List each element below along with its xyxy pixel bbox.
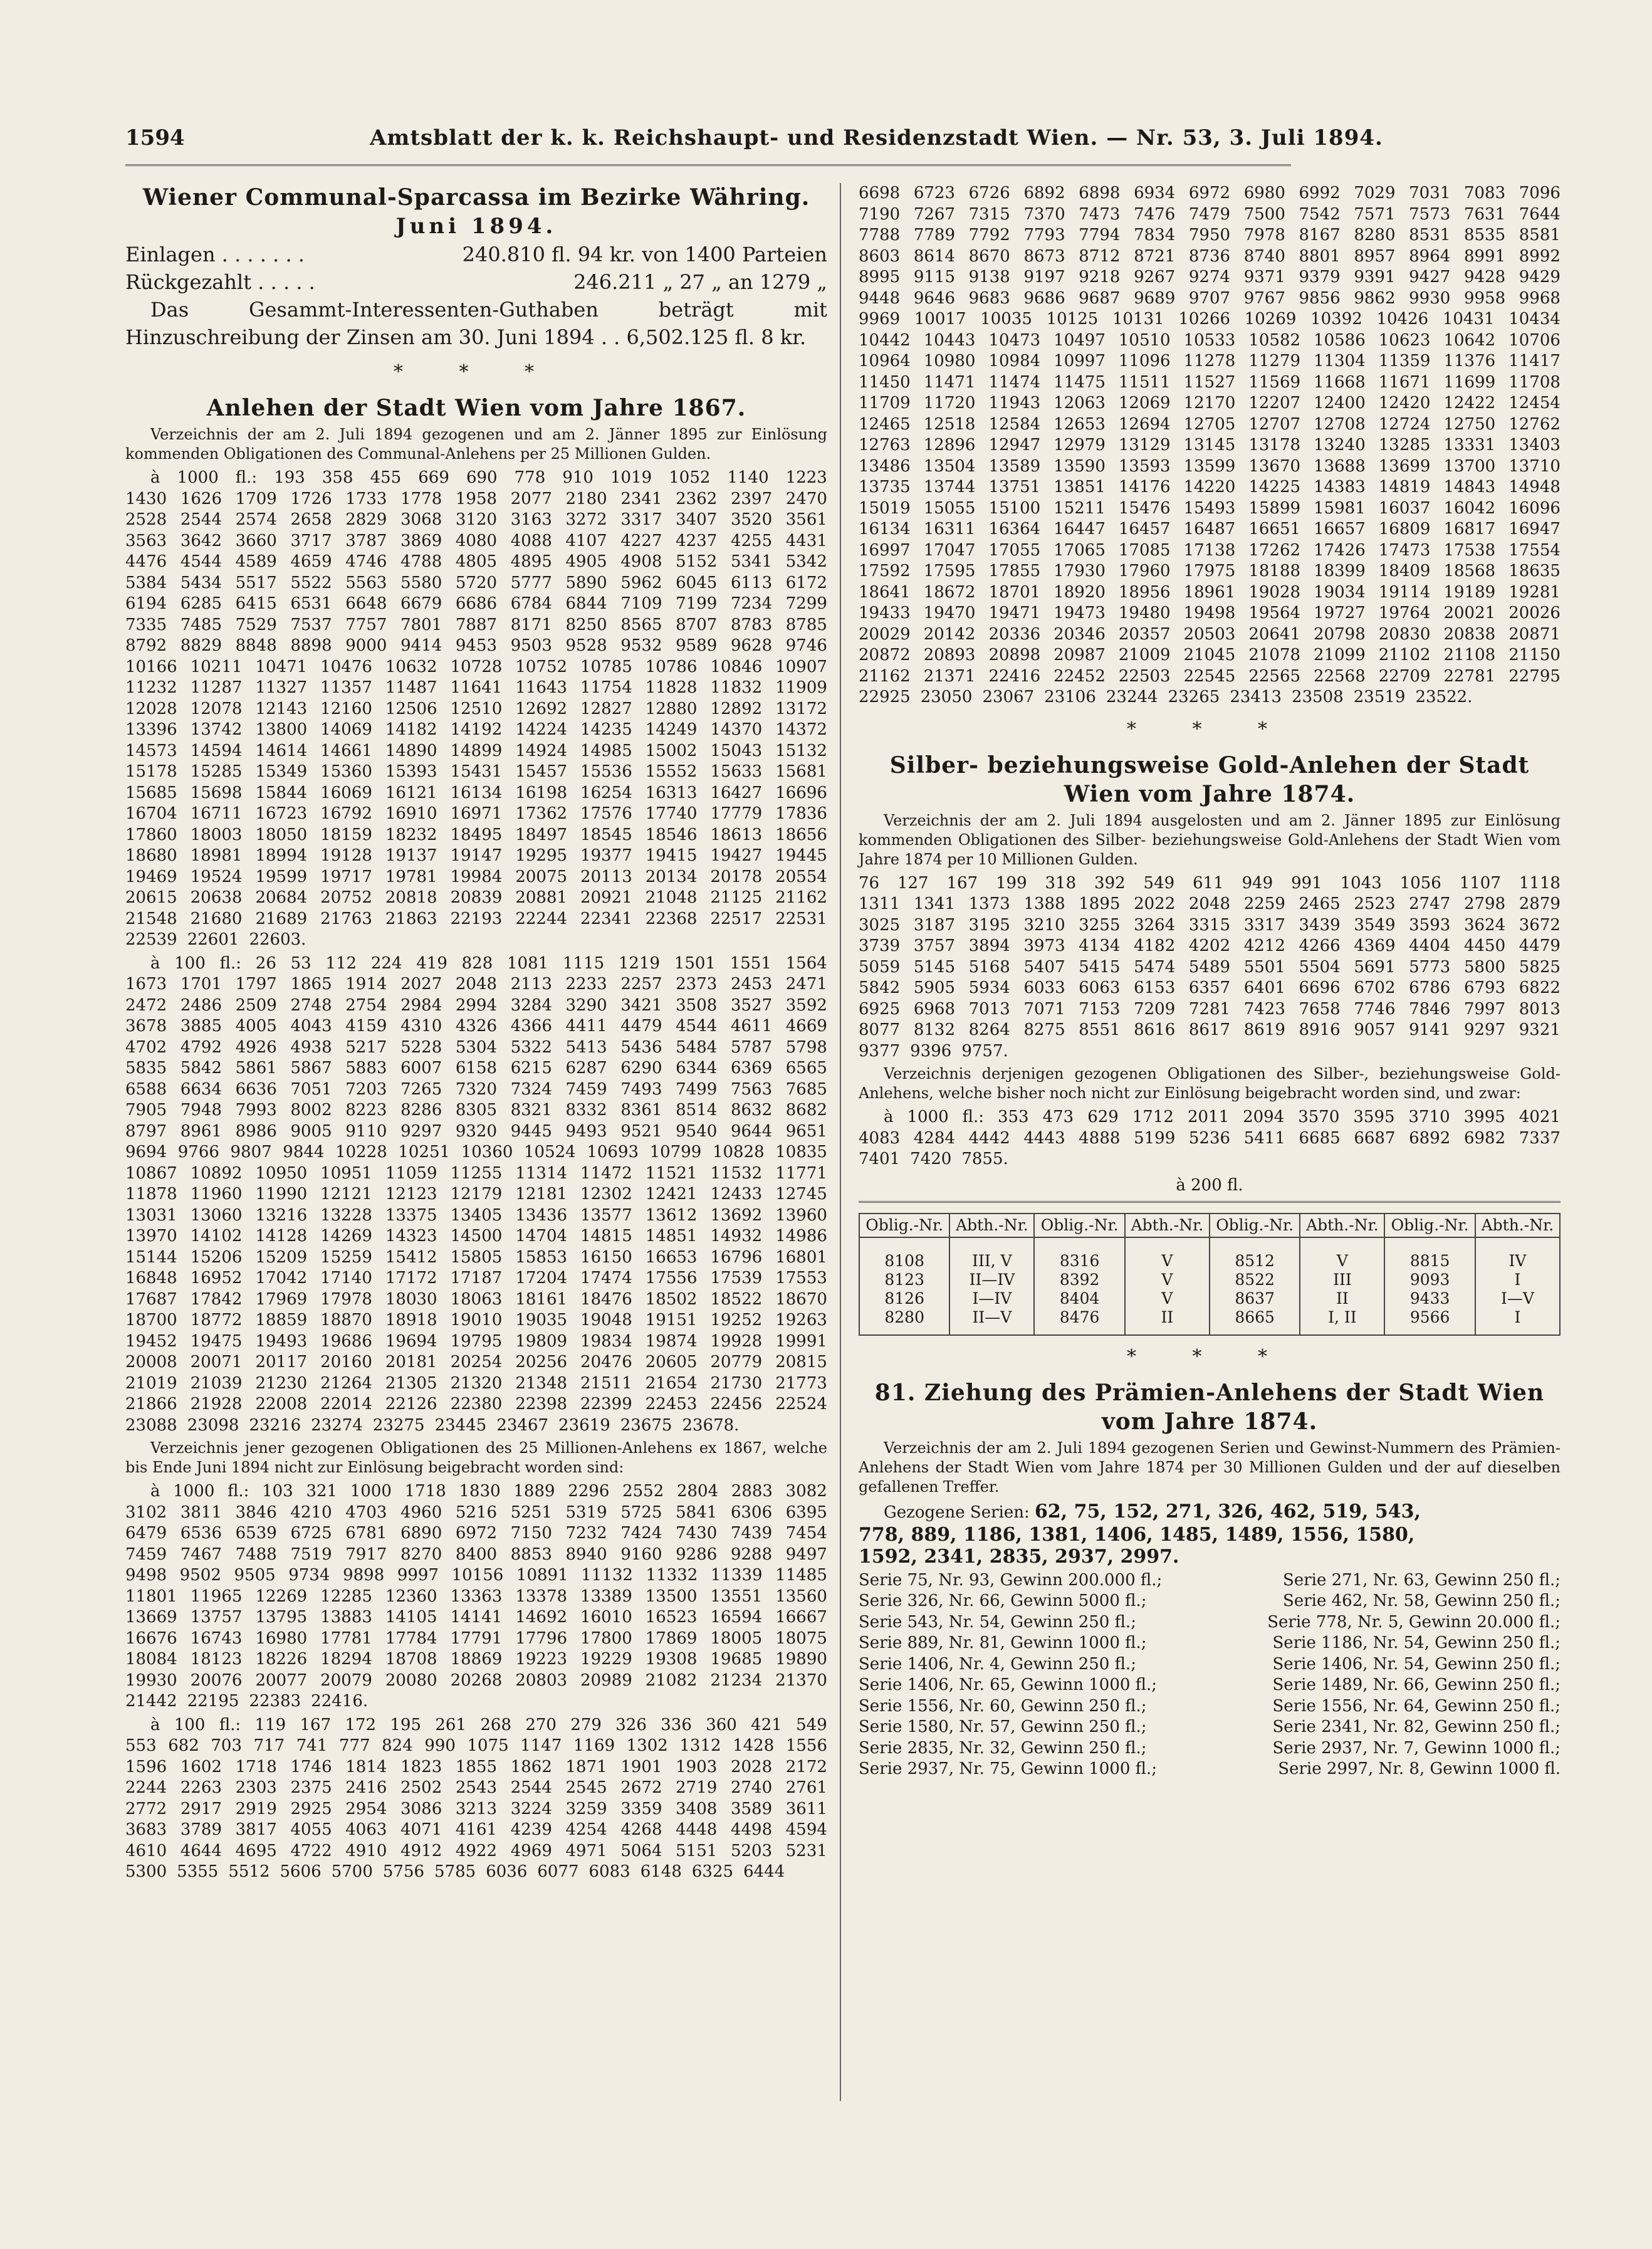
silber-unredeemed-1000 xyxy=(859,1107,1561,1170)
number-line: 19930 20076 20077 20079 20080 20268 20803 20989 21082 21234 21370 xyxy=(125,1670,827,1690)
number-line: à 1000 fl.: 193 358 455 669 690 778 910 1019 1052 1140 1223 xyxy=(150,468,827,487)
number-line: 5835 5842 5861 5867 5883 6007 6158 6215 6287 6290 6344 6369 6565 xyxy=(125,1059,827,1077)
table-header-cell: Oblig.-Nr. xyxy=(859,1214,949,1237)
number-line: 7905 7948 7993 8002 8223 8286 8305 8321 8332 8361 8514 8632 8682 xyxy=(125,1101,827,1119)
gewinn-line xyxy=(859,1696,1561,1717)
row-value: 246.211 „ 27 „ an 1279 „ xyxy=(573,270,827,294)
table-cell: 9433 xyxy=(1384,1289,1475,1308)
number-line: 2772 2917 2919 2925 2954 3086 3213 3224 3259 3359 3408 3589 3611 xyxy=(125,1799,827,1818)
number-line: 7788 7789 7792 7793 7794 7834 7950 7978 8167 8280 8531 8535 8581 xyxy=(859,226,1561,244)
silber-table-wrap xyxy=(859,1201,1561,1336)
serien-label: Gezogene Serien: xyxy=(884,1503,1030,1522)
gewinn-line xyxy=(859,1759,1561,1780)
number-line: 5059 5145 5168 5407 5415 5474 5489 5501 5504 5691 5773 5800 5825 xyxy=(859,957,1561,977)
table-cell: III, V xyxy=(949,1237,1034,1271)
gewinn-entry: Serie 778, Nr. 5, Gewinn 20.000 fl.; xyxy=(1267,1612,1561,1632)
section-separator: * * * xyxy=(393,361,560,383)
table-row xyxy=(859,1237,1560,1271)
number-line: 7335 7485 7529 7537 7757 7801 7887 8171 8250 8565 8707 8783 8785 xyxy=(125,615,827,634)
sparcassa-note: Das Gesammt-Interessenten-Guthaben beträgt mit Hinzuschreibung der Zinsen am 30. Juni 1894 . . 6,502.125 fl. 8 kr. xyxy=(125,298,827,349)
number-line: 11878 11960 11990 12121 12123 12179 12181 12302 12421 12433 12745 xyxy=(125,1185,827,1203)
number-line: 20029 20142 20336 20346 20357 20503 20641 20798 20830 20838 20871 xyxy=(859,624,1561,644)
section-separator: * * * xyxy=(1126,718,1293,740)
column-divider xyxy=(840,183,841,2101)
number-line: 7190 7267 7315 7370 7473 7476 7479 7500 7542 7571 7573 7631 7644 xyxy=(859,204,1561,224)
number-line: 2244 2263 2303 2375 2416 2502 2543 2544 2545 2672 2719 2740 2761 xyxy=(125,1778,827,1797)
number-line: 16848 16952 17042 17140 17172 17187 17204 17474 17556 17539 17553 xyxy=(125,1269,827,1287)
gewinn-entry: Serie 2937, Nr. 75, Gewinn 1000 fl.; xyxy=(859,1759,1158,1778)
anlehen-1867-intro-unredeemed: Verzeichnis jener gezogenen Obligationen des 25 Millionen-Anlehens ex 1867, welche bis Ende Juni 1894 nicht zur Einlösung beigebracht worden sind: xyxy=(125,1439,827,1476)
number-line: 21442 22195 22383 22416. xyxy=(125,1692,369,1711)
number-line: 14573 14594 14614 14661 14890 14899 14924 14985 15002 15043 15132 xyxy=(125,741,827,760)
left-column xyxy=(125,183,827,1883)
gewinn-entry: Serie 1406, Nr. 4, Gewinn 250 fl.; xyxy=(859,1654,1136,1674)
number-line: 10166 10211 10471 10476 10632 10728 10752 10785 10786 10846 10907 xyxy=(125,657,827,676)
table-cell: V xyxy=(1125,1237,1210,1271)
anlehen-1867-intro: Verzeichnis der am 2. Juli 1894 gezogenen und am 2. Jänner 1895 zur Einlösung kommenden Obligationen des Communal-Anlehens per 25 Millionen Gulden. xyxy=(125,426,827,463)
table-header-row xyxy=(859,1214,1560,1237)
table-cell: 8280 xyxy=(859,1308,949,1335)
table-cell: 8522 xyxy=(1210,1271,1300,1289)
number-line: 10442 10443 10473 10497 10510 10533 10582 10586 10623 10642 10706 xyxy=(859,330,1561,350)
number-line: 3563 3642 3660 3717 3787 3869 4080 4088 4107 4227 4237 4255 4431 xyxy=(125,531,827,550)
number-line: 13735 13744 13751 13851 14176 14220 14225 14383 14819 14843 14948 xyxy=(859,478,1561,496)
table-header-cell: Abth.-Nr. xyxy=(1475,1214,1560,1237)
page-number: 1594 xyxy=(125,125,185,150)
sparcassa-title: Wiener Communal-Sparcassa im Bezirke Währing. xyxy=(142,184,810,211)
gewinn-line xyxy=(859,1675,1561,1696)
table-cell: 8476 xyxy=(1034,1308,1124,1335)
table-cell: 8108 xyxy=(859,1237,949,1271)
number-line: 8077 8132 8264 8275 8551 8616 8617 8619 8916 9057 9141 9297 9321 xyxy=(859,1020,1561,1039)
number-line: 5384 5434 5517 5522 5563 5580 5720 5777 5890 5962 6045 6113 6172 xyxy=(125,573,827,592)
serien-line: 62, 75, 152, 271, 326, 462, 519, 543, xyxy=(1035,1501,1421,1523)
number-line: 9694 9766 9807 9844 10228 10251 10360 10524 10693 10799 10828 10835 xyxy=(125,1143,827,1161)
number-line: 20872 20893 20898 20987 21009 21045 21078 21099 21102 21108 21150 xyxy=(859,646,1561,664)
number-line: 4083 4284 4442 4443 4888 5199 5236 5411 6685 6687 6892 6982 7337 xyxy=(859,1128,1561,1148)
number-line: 21866 21928 22008 22014 22126 22380 22398 22399 22453 22456 22524 xyxy=(125,1395,827,1413)
number-line: 10867 10892 10950 10951 11059 11255 11314 11472 11521 11532 11771 xyxy=(125,1163,827,1183)
table-header-cell: Oblig.-Nr. xyxy=(1210,1214,1300,1237)
number-line: 18084 18123 18226 18294 18708 18869 19223 19229 19308 19685 19890 xyxy=(125,1650,827,1669)
table-cell: II—IV xyxy=(949,1271,1034,1289)
gewinn-entry: Serie 543, Nr. 54, Gewinn 250 fl.; xyxy=(859,1612,1136,1632)
serien-line: 1592, 2341, 2835, 2937, 2997. xyxy=(859,1545,1179,1568)
silber-anlehen-intro: Verzeichnis der am 2. Juli 1894 ausgelosten und am 2. Jänner 1895 zur Einlösung kommenden Obligationen des Silber- beziehungsweise Gold-Anlehens der Stadt Wien vom Jahre 1874 per 10 Millionen Gulden. xyxy=(859,811,1561,868)
number-line: 5300 5355 5512 5606 5700 5756 5785 6036 6077 6083 6148 6325 6444 xyxy=(125,1862,785,1881)
table-cell: I—IV xyxy=(949,1289,1034,1308)
number-line: à 100 fl.: 26 53 112 224 419 828 1081 1115 1219 1501 1551 1564 xyxy=(150,953,827,973)
table-header-cell: Abth.-Nr. xyxy=(1300,1214,1384,1237)
header-divider xyxy=(125,164,1291,166)
table-cell: I, II xyxy=(1300,1308,1384,1335)
gewinn-entry: Serie 462, Nr. 58, Gewinn 250 fl.; xyxy=(1283,1591,1561,1610)
table-cell: II—V xyxy=(949,1308,1034,1335)
table-header-cell: Oblig.-Nr. xyxy=(1384,1214,1475,1237)
number-line: 553 682 703 717 741 777 824 990 1075 1147 1169 1302 1312 1428 1556 xyxy=(125,1736,827,1755)
number-line: 17687 17842 17969 17978 18030 18063 18161 18476 18502 18522 18670 xyxy=(125,1289,827,1309)
gewinn-line xyxy=(859,1570,1561,1591)
number-line: 1596 1602 1718 1746 1814 1823 1855 1862 1871 1901 1903 2028 2172 xyxy=(125,1757,827,1776)
number-line: 12465 12518 12584 12653 12694 12705 12707 12708 12724 12750 12762 xyxy=(859,414,1561,434)
gewinn-line xyxy=(859,1612,1561,1633)
number-line: 10964 10980 10984 10997 11096 11278 11279 11304 11359 11376 11417 xyxy=(859,352,1561,370)
number-line: 6588 6634 6636 7051 7203 7265 7320 7324 7459 7493 7499 7563 7685 xyxy=(125,1079,827,1099)
number-line: 4476 4544 4589 4659 4746 4788 4805 4895 4905 4908 5152 5341 5342 xyxy=(125,552,827,571)
number-line: 15178 15285 15349 15360 15393 15431 15457 15536 15552 15633 15681 xyxy=(125,762,827,781)
table-cell: I xyxy=(1475,1308,1560,1335)
gewinn-entry: Serie 326, Nr. 66, Gewinn 5000 fl.; xyxy=(859,1591,1147,1610)
number-line: 18680 18981 18994 19128 19137 19147 19295 19377 19415 19427 19445 xyxy=(125,846,827,865)
number-line: 3678 3885 4005 4043 4159 4310 4326 4366 4411 4479 4544 4611 4669 xyxy=(125,1017,827,1035)
table-cell: 9093 xyxy=(1384,1271,1475,1289)
gewinn-entry: Serie 271, Nr. 63, Gewinn 250 fl.; xyxy=(1283,1570,1561,1590)
table-cell: 8512 xyxy=(1210,1237,1300,1271)
table-cell: III xyxy=(1300,1271,1384,1289)
table-header-cell: Abth.-Nr. xyxy=(949,1214,1034,1237)
number-line: 17592 17595 17855 17930 17960 17975 18188 18399 18409 18568 18635 xyxy=(859,562,1561,580)
number-line: 3102 3811 3846 4210 4703 4960 5216 5251 5319 5725 5841 6306 6395 xyxy=(125,1502,827,1522)
gewinn-entry: Serie 2835, Nr. 32, Gewinn 250 fl.; xyxy=(859,1738,1147,1758)
table-cell: 8392 xyxy=(1034,1271,1124,1289)
silber-anlehen-title: Silber- beziehungsweise Gold-Anlehen der Stadt Wien vom Jahre 1874. xyxy=(889,752,1530,807)
number-line: 20615 20638 20684 20752 20818 20839 20881 20921 21048 21125 21162 xyxy=(125,888,827,907)
number-line: 19452 19475 19493 19686 19694 19795 19809 19834 19874 19928 19991 xyxy=(125,1331,827,1351)
number-line: 19469 19524 19599 19717 19781 19984 20075 20113 20134 20178 20554 xyxy=(125,867,827,886)
numbers-block-100-continued xyxy=(859,183,1561,708)
number-line: 9969 10017 10035 10125 10131 10266 10269 10392 10426 10431 10434 xyxy=(859,310,1561,328)
number-line: 23088 23098 23216 23274 23275 23445 23467 23619 23675 23678. xyxy=(125,1415,740,1435)
number-line: 9377 9396 9757. xyxy=(859,1041,1008,1061)
numbers-block-100-unredeemed xyxy=(125,1715,827,1883)
number-line: 9448 9646 9683 9686 9687 9689 9707 9767 9856 9862 9930 9958 9968 xyxy=(859,288,1561,308)
serien-block xyxy=(859,1501,1561,1568)
number-line: 21019 21039 21230 21264 21305 21320 21348 21511 21654 21730 21773 xyxy=(125,1373,827,1393)
number-line: 4610 4644 4695 4722 4910 4912 4922 4969 4971 5064 5151 5203 5231 xyxy=(125,1841,827,1860)
gewinn-entry: Serie 2997, Nr. 8, Gewinn 1000 fl. xyxy=(1278,1759,1561,1778)
row-label: Rückgezahlt . . . . . xyxy=(125,270,315,294)
number-line: 6925 6968 7013 7071 7153 7209 7281 7423 7658 7746 7846 7997 8013 xyxy=(859,999,1561,1019)
gewinn-line xyxy=(859,1591,1561,1612)
number-line: 3739 3757 3894 3973 4134 4182 4202 4212 4266 4369 4404 4450 4479 xyxy=(859,936,1561,955)
table-header-cell: Oblig.-Nr. xyxy=(1034,1214,1124,1237)
number-line: 13970 14102 14128 14269 14323 14500 14704 14815 14851 14932 14986 xyxy=(125,1227,827,1245)
table-cell: IV xyxy=(1475,1237,1560,1271)
number-line: 13031 13060 13216 13228 13375 13405 13436 13577 13612 13692 13960 xyxy=(125,1205,827,1225)
gewinn-entry: Serie 889, Nr. 81, Gewinn 1000 fl.; xyxy=(859,1633,1147,1652)
number-line: 4702 4792 4926 4938 5217 5228 5304 5322 5413 5436 5484 5787 5798 xyxy=(125,1037,827,1057)
number-line: 12763 12896 12947 12979 13129 13145 13178 13240 13285 13331 13403 xyxy=(859,436,1561,454)
number-line: 21548 21680 21689 21763 21863 22193 22244 22341 22368 22517 22531 xyxy=(125,909,827,928)
number-line: 1430 1626 1709 1726 1733 1778 1958 2077 2180 2341 2362 2397 2470 xyxy=(125,489,827,508)
gewinn-entry: Serie 1556, Nr. 60, Gewinn 250 fl.; xyxy=(859,1696,1147,1716)
number-line: 9498 9502 9505 9734 9898 9997 10156 10891 11132 11332 11339 11485 xyxy=(125,1566,827,1585)
table-cell: I xyxy=(1475,1271,1560,1289)
numbers-block-100 xyxy=(125,953,827,1437)
number-line: 1673 1701 1797 1865 1914 2027 2048 2113 2233 2257 2373 2453 2471 xyxy=(125,975,827,993)
gewinn-entry: Serie 1489, Nr. 66, Gewinn 250 fl.; xyxy=(1272,1675,1561,1694)
number-line: 11801 11965 12269 12285 12360 13363 13378 13389 13500 13551 13560 xyxy=(125,1586,827,1606)
table-cell: 8126 xyxy=(859,1289,949,1308)
number-line: 22925 23050 23067 23106 23244 23265 23413 23508 23519 23522. xyxy=(859,688,1473,706)
number-line: 7459 7467 7488 7519 7917 8270 8400 8853 8940 9160 9286 9288 9497 xyxy=(125,1544,827,1564)
numbers-block-1000-unredeemed xyxy=(125,1481,827,1712)
number-line: 11232 11287 11327 11357 11487 11641 11643 11754 11828 11832 11909 xyxy=(125,678,827,697)
table-cell: I—V xyxy=(1475,1289,1560,1308)
number-line: 16997 17047 17055 17065 17085 17138 17262 17426 17473 17538 17554 xyxy=(859,540,1561,560)
anlehen-1867-title: Anlehen der Stadt Wien vom Jahre 1867. xyxy=(206,395,746,421)
number-line: 8797 8961 8986 9005 9110 9297 9320 9445 9493 9521 9540 9644 9651 xyxy=(125,1121,827,1141)
header-title: Amtsblatt der k. k. Reichshaupt- und Residenzstadt Wien. — Nr. 53, 3. Juli 1894. xyxy=(370,125,1383,150)
number-line: 13669 13757 13795 13883 14105 14141 14692 16010 16523 16594 16667 xyxy=(125,1608,827,1627)
gewinne-list xyxy=(859,1570,1561,1780)
gewinn-entry: Serie 2341, Nr. 82, Gewinn 250 fl.; xyxy=(1272,1717,1561,1736)
gewinn-entry: Serie 1406, Nr. 54, Gewinn 250 fl.; xyxy=(1272,1654,1561,1674)
gewinn-line xyxy=(859,1633,1561,1654)
number-line: 21162 21371 22416 22452 22503 22545 22565 22568 22709 22781 22795 xyxy=(859,666,1561,686)
number-line: 16704 16711 16723 16792 16910 16971 17362 17576 17740 17779 17836 xyxy=(125,804,827,823)
number-line: 13396 13742 13800 14069 14182 14192 14224 14235 14249 14370 14372 xyxy=(125,720,827,739)
number-line: 17860 18003 18050 18159 18232 18495 18497 18545 18546 18613 18656 xyxy=(125,825,827,844)
number-line: 6194 6285 6415 6531 6648 6679 6686 6784 6844 7109 7199 7234 7299 xyxy=(125,594,827,613)
table-cell: 8665 xyxy=(1210,1308,1300,1335)
table-cell: 8404 xyxy=(1034,1289,1124,1308)
table-cell: V xyxy=(1125,1271,1210,1289)
number-line: 11450 11471 11474 11475 11511 11527 11569 11668 11671 11699 11708 xyxy=(859,372,1561,392)
table-row xyxy=(859,1308,1560,1335)
table-cell: V xyxy=(1300,1237,1384,1271)
praemien-title: 81. Ziehung des Prämien-Anlehens der Stadt Wien vom Jahre 1874. xyxy=(874,1380,1545,1435)
gewinn-entry: Serie 75, Nr. 93, Gewinn 200.000 fl.; xyxy=(859,1570,1163,1590)
table-cell: 8815 xyxy=(1384,1237,1475,1271)
table-cell: 8123 xyxy=(859,1271,949,1289)
number-line: 16134 16311 16364 16447 16457 16487 16651 16657 16809 16817 16947 xyxy=(859,520,1561,538)
gewinn-line xyxy=(859,1717,1561,1738)
gewinn-entry: Serie 1556, Nr. 64, Gewinn 250 fl.; xyxy=(1272,1696,1561,1716)
table-row xyxy=(859,1271,1560,1289)
gewinn-entry: Serie 1580, Nr. 57, Gewinn 250 fl.; xyxy=(859,1717,1147,1736)
number-line: 16676 16743 16980 17781 17784 17791 17796 17800 17869 18005 18075 xyxy=(125,1628,827,1648)
serien-line: 778, 889, 1186, 1381, 1406, 1485, 1489, 1556, 1580, xyxy=(859,1523,1415,1546)
silber-intro-unredeemed: Verzeichnis derjenigen gezogenen Obligationen des Silber-, beziehungsweise Gold-Anlehens, welche bisher noch nicht zur Einlösung beigebracht worden sind, und zwar: xyxy=(859,1065,1561,1102)
number-line: 1311 1341 1373 1388 1895 2022 2048 2259 2465 2523 2747 2798 2879 xyxy=(859,894,1561,913)
number-line: 3683 3789 3817 4055 4063 4071 4161 4239 4254 4268 4448 4498 4594 xyxy=(125,1820,827,1839)
table-cell: 9566 xyxy=(1384,1308,1475,1335)
table-cell: II xyxy=(1300,1289,1384,1308)
silber-200-table xyxy=(859,1213,1561,1336)
number-line: 20008 20071 20117 20160 20181 20254 20256 20476 20605 20779 20815 xyxy=(125,1353,827,1371)
number-line: 18641 18672 18701 18920 18956 18961 19028 19034 19114 19189 19281 xyxy=(859,582,1561,602)
number-line: 6698 6723 6726 6892 6898 6934 6972 6980 6992 7029 7031 7083 7096 xyxy=(859,184,1561,202)
number-line: 6479 6536 6539 6725 6781 6890 6972 7150 7232 7424 7430 7439 7454 xyxy=(125,1524,827,1543)
table-cell: 8637 xyxy=(1210,1289,1300,1308)
number-line: 15685 15698 15844 16069 16121 16134 16198 16254 16313 16427 16696 xyxy=(125,783,827,802)
table-cell: II xyxy=(1125,1308,1210,1335)
number-line: 15019 15055 15100 15211 15476 15493 15899 15981 16037 16042 16096 xyxy=(859,498,1561,518)
page-header xyxy=(125,120,1383,158)
number-line: 7401 7420 7855. xyxy=(859,1150,1008,1168)
table-row xyxy=(859,1289,1560,1308)
silber-a200-label: à 200 fl. xyxy=(1176,1175,1243,1195)
number-line: 13486 13504 13589 13590 13593 13599 13670 13688 13699 13700 13710 xyxy=(859,456,1561,476)
gewinn-entry: Serie 2937, Nr. 7, Gewinn 1000 fl.; xyxy=(1272,1738,1561,1758)
gewinn-line xyxy=(859,1654,1561,1675)
number-line: 19433 19470 19471 19473 19480 19498 19564 19727 19764 20021 20026 xyxy=(859,604,1561,622)
praemien-intro: Verzeichnis der am 2. Juli 1894 gezogenen Serien und Gewinst-Nummern des Prämien-Anlehens der Stadt Wien vom Jahre 1874 per 30 Millionen Gulden und der auf dieselben gefallenen Treffer. xyxy=(859,1439,1561,1496)
table-cell: 8316 xyxy=(1034,1237,1124,1271)
gewinn-entry: Serie 1186, Nr. 54, Gewinn 250 fl.; xyxy=(1272,1633,1561,1652)
number-line: 18700 18772 18859 18870 18918 19010 19035 19048 19151 19252 19263 xyxy=(125,1311,827,1329)
sparcassa-month: Juni 1894. xyxy=(395,214,557,239)
number-line: 8603 8614 8670 8673 8712 8721 8736 8740 8801 8957 8964 8991 8992 xyxy=(859,246,1561,266)
number-line: 8995 9115 9138 9197 9218 9267 9274 9371 9379 9391 9427 9428 9429 xyxy=(859,268,1561,286)
section-separator: * * * xyxy=(1126,1346,1293,1368)
numbers-block-1000 xyxy=(125,468,827,951)
table-cell: V xyxy=(1125,1289,1210,1308)
number-line: 3025 3187 3195 3210 3255 3264 3315 3317 3439 3549 3593 3624 3672 xyxy=(859,915,1561,935)
right-column xyxy=(859,183,1561,1780)
number-line: 2528 2544 2574 2658 2829 3068 3120 3163 3272 3317 3407 3520 3561 xyxy=(125,510,827,529)
silber-numbers xyxy=(859,873,1561,1062)
row-label: Einlagen . . . . . . . xyxy=(125,243,305,266)
number-line: 11709 11720 11943 12063 12069 12170 12207 12400 12420 12422 12454 xyxy=(859,394,1561,412)
sparcassa-row-rueckgezahlt xyxy=(125,268,827,296)
number-line: 22539 22601 22603. xyxy=(125,930,306,949)
number-line: à 1000 fl.: 353 473 629 1712 2011 2094 3570 3595 3710 3995 4021 xyxy=(884,1108,1561,1126)
gewinn-entry: Serie 1406, Nr. 65, Gewinn 1000 fl.; xyxy=(859,1675,1158,1694)
number-line: 76 127 167 199 318 392 549 611 949 991 1043 1056 1107 1118 xyxy=(859,873,1561,893)
number-line: à 100 fl.: 119 167 172 195 261 268 270 279 326 336 360 421 549 xyxy=(150,1715,827,1734)
number-line: 12028 12078 12143 12160 12506 12510 12692 12827 12880 12892 13172 xyxy=(125,699,827,718)
number-line: 15144 15206 15209 15259 15412 15805 15853 16150 16653 16796 16801 xyxy=(125,1247,827,1267)
number-line: 2472 2486 2509 2748 2754 2984 2994 3284 3290 3421 3508 3527 3592 xyxy=(125,995,827,1015)
number-line: 8792 8829 8848 8898 9000 9414 9453 9503 9528 9532 9589 9628 9746 xyxy=(125,636,827,655)
row-value: 240.810 fl. 94 kr. von 1400 Parteien xyxy=(462,243,827,266)
table-header-cell: Abth.-Nr. xyxy=(1125,1214,1210,1237)
number-line: 5842 5905 5934 6033 6063 6153 6357 6401 6696 6702 6786 6793 6822 xyxy=(859,978,1561,997)
number-line: à 1000 fl.: 103 321 1000 1718 1830 1889 2296 2552 2804 2883 3082 xyxy=(150,1482,827,1501)
sparcassa-row-einlagen xyxy=(125,241,827,268)
gewinn-line xyxy=(859,1738,1561,1759)
